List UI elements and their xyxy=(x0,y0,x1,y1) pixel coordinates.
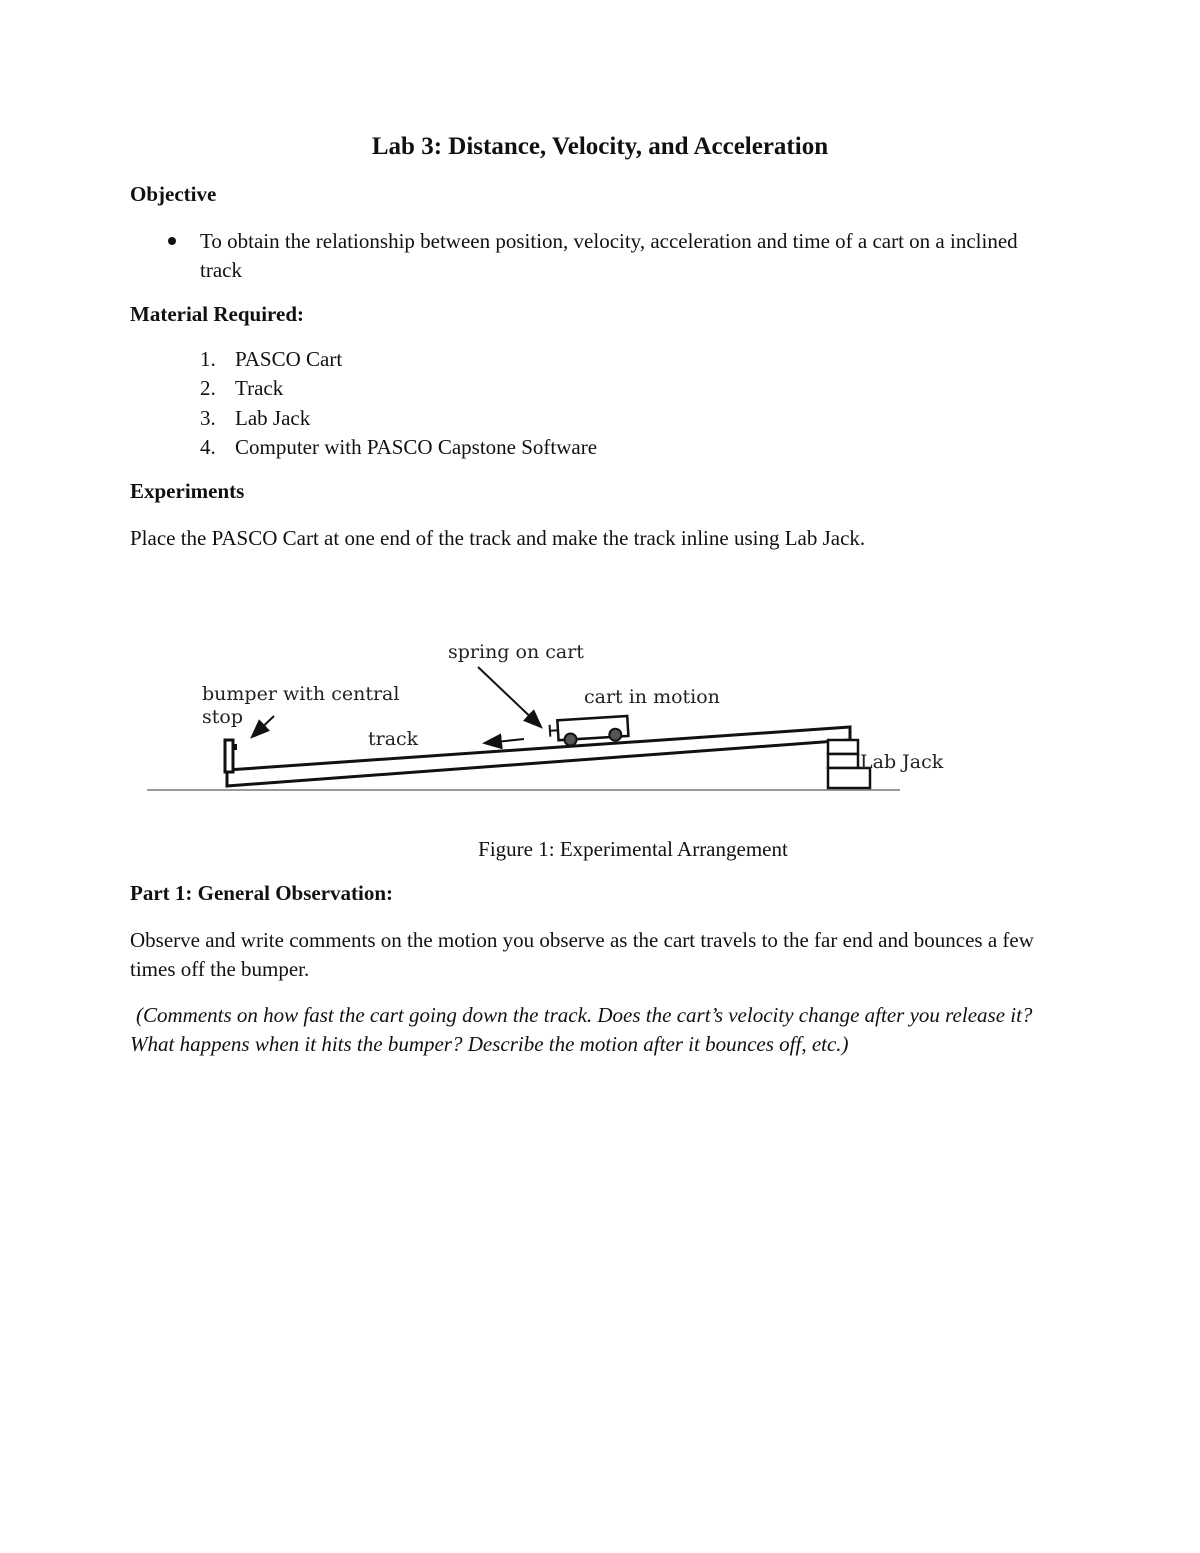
list-number: 3. xyxy=(200,405,216,430)
spring-arrow xyxy=(478,667,540,726)
list-item xyxy=(130,404,830,433)
experiment-diagram xyxy=(140,630,960,800)
list-label: Track xyxy=(235,376,284,401)
list-number: 4. xyxy=(200,434,216,459)
list-label: PASCO Cart xyxy=(235,347,343,371)
list-label: Lab Jack xyxy=(235,405,311,430)
bumper-label-line1: bumper with central xyxy=(202,683,400,705)
list-item xyxy=(130,433,830,462)
spring-label: spring on cart xyxy=(448,641,584,663)
experiments-text: Place the PASCO Cart at one end of the track and make the track inline using Lab Jack. xyxy=(130,526,866,550)
lab-jack-label: Lab Jack xyxy=(860,751,944,773)
list-item xyxy=(130,345,830,374)
part1-hint: (Comments on how fast the cart going down the track. Does the cart’s velocity change after you release it? What happens when it hits the bumper? Describe the motion after it bounces off, etc.) xyxy=(130,1003,1033,1056)
list-item xyxy=(130,374,830,403)
materials-heading: Material Required: xyxy=(130,302,304,326)
list-label: Computer with PASCO Capstone Software xyxy=(235,434,598,459)
motion-arrow xyxy=(486,739,524,743)
list-number: 2. xyxy=(200,376,216,401)
bullet-icon xyxy=(168,237,176,245)
experiments-heading: Experiments xyxy=(130,479,245,503)
materials-list xyxy=(130,345,830,462)
objective-heading: Objective xyxy=(130,182,217,206)
page-title: Lab 3: Distance, Velocity, and Acceleration xyxy=(371,133,829,160)
bumper-label-line2: stop xyxy=(202,706,243,728)
cart-motion-label: cart in motion xyxy=(584,686,720,708)
track-label: track xyxy=(368,728,419,750)
track-shape xyxy=(227,727,850,786)
part1-text: Observe and write comments on the motion you observe as the cart travels to the far end and bounces a few times off the bumper. xyxy=(130,928,1034,981)
list-number: 1. xyxy=(200,347,216,371)
part1-heading: Part 1: General Observation: xyxy=(130,881,394,905)
figure-caption: Figure 1: Experimental Arrangement xyxy=(478,837,788,861)
bumper-shape xyxy=(225,740,237,772)
objective-text: To obtain the relationship between position, velocity, acceleration and time of a cart on a inclined track xyxy=(200,229,1018,282)
bumper-arrow xyxy=(253,716,274,736)
